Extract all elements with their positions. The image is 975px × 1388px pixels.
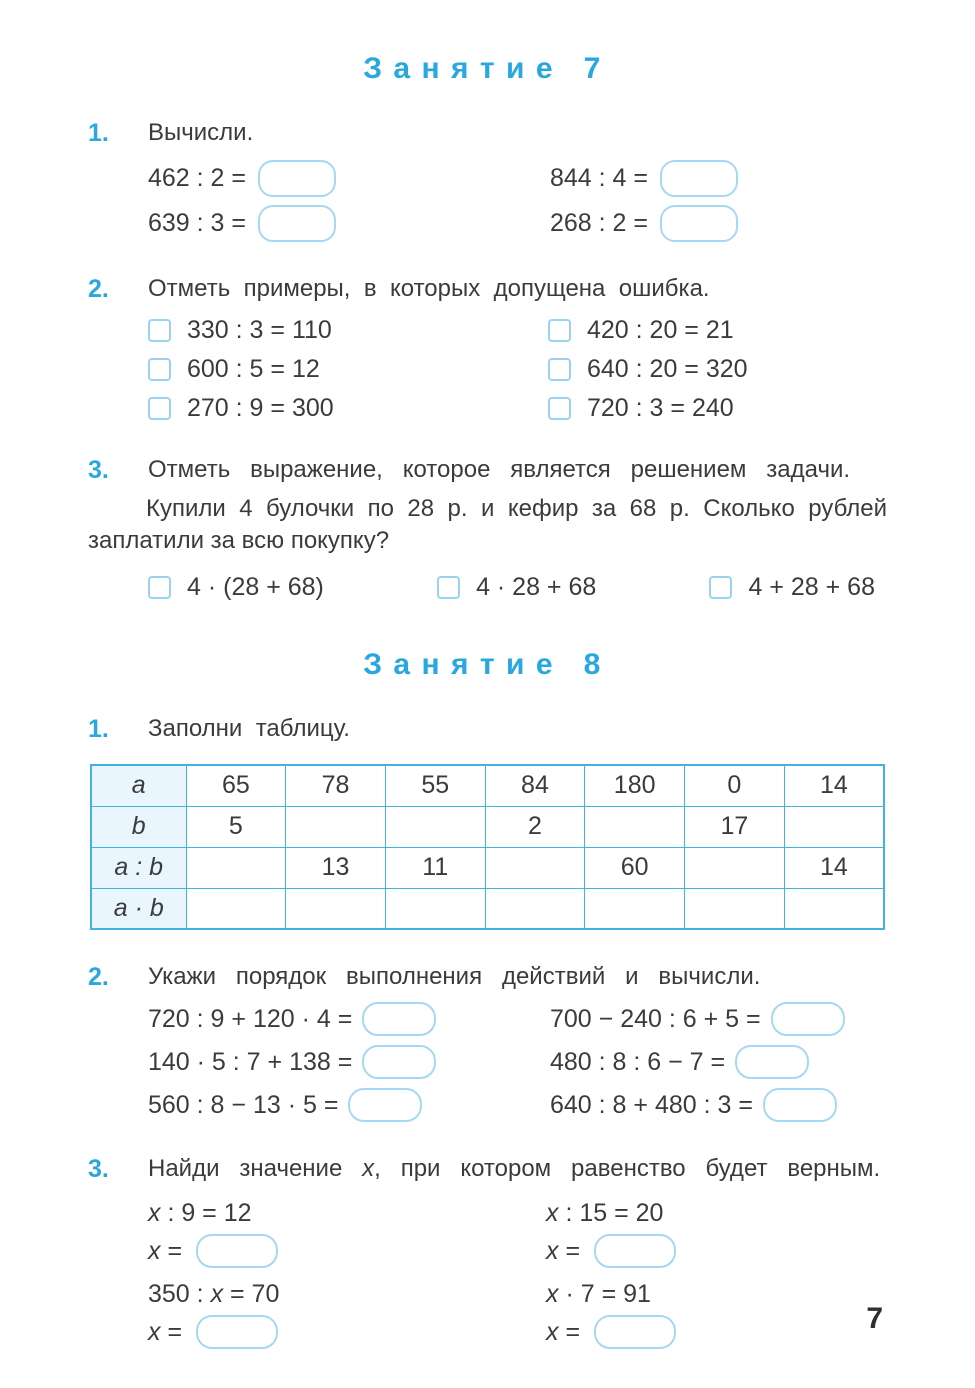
table-cell: 11: [385, 847, 485, 888]
answer-label: x =: [546, 1237, 581, 1265]
option-label: 420 : 20 = 21: [587, 316, 734, 344]
problem-item: [550, 1088, 887, 1122]
option-label: 600 : 5 = 12: [187, 355, 320, 383]
expression: 268 : 2 =: [550, 209, 648, 237]
row-header: a : b: [91, 847, 186, 888]
row-header: b: [91, 806, 186, 847]
row-header: a · b: [91, 888, 186, 929]
lesson8-exercise-2: [0, 962, 975, 1122]
expression: 720 : 9 + 120 · 4 =: [148, 1004, 353, 1033]
table-cell: 60: [585, 847, 685, 888]
problem-item: [148, 1045, 550, 1079]
problem-item: [148, 205, 550, 242]
table-row-a: [91, 765, 884, 806]
answer-box[interactable]: [348, 1088, 422, 1122]
answer-line: [148, 1232, 546, 1270]
option-label: 720 : 3 = 240: [587, 394, 734, 422]
expression: 462 : 2 =: [148, 164, 246, 192]
answer-label: x =: [148, 1318, 183, 1346]
equation: x : 9 = 12: [148, 1199, 252, 1227]
option-label: 4 · (28 + 68): [187, 573, 324, 601]
table-cell: 78: [286, 765, 386, 806]
checkbox[interactable]: [709, 576, 732, 599]
option-item: [548, 394, 887, 423]
table-row-b: [91, 806, 884, 847]
table-cell: 0: [685, 765, 785, 806]
table-cell: 180: [585, 765, 685, 806]
table-row-a-div-b: [91, 847, 884, 888]
checkbox[interactable]: [437, 576, 460, 599]
exercise-number: 3.: [88, 456, 109, 484]
table-cell: 2: [485, 806, 585, 847]
equation: x : 15 = 20: [546, 1199, 664, 1227]
exercise-number: 3.: [88, 1155, 109, 1183]
problem-item: [148, 1002, 550, 1036]
answer-label: x =: [148, 1237, 183, 1265]
option-label: 330 : 3 = 110: [187, 316, 332, 344]
answer-box[interactable]: [771, 1002, 845, 1036]
order-of-operations-problems: [148, 1002, 887, 1122]
answer-box[interactable]: [735, 1045, 809, 1079]
table-cell-empty[interactable]: [485, 888, 585, 929]
division-problems: [148, 160, 887, 242]
table-cell-empty[interactable]: [585, 806, 685, 847]
checkbox[interactable]: [148, 319, 171, 342]
answer-line: [546, 1232, 887, 1270]
answer-box[interactable]: [362, 1002, 436, 1036]
page-number: 7: [866, 1302, 883, 1335]
lesson8-exercise-3: [0, 1154, 975, 1359]
answer-box[interactable]: [763, 1088, 837, 1122]
equation-column-right: [546, 1194, 887, 1359]
problem-item: [148, 160, 550, 197]
expression: 844 : 4 =: [550, 164, 648, 192]
table-cell-empty[interactable]: [186, 888, 286, 929]
answer-box[interactable]: [362, 1045, 436, 1079]
expression: 639 : 3 =: [148, 209, 246, 237]
fill-table: [90, 764, 885, 930]
expression: 140 · 5 : 7 + 138 =: [148, 1047, 353, 1076]
checkbox[interactable]: [548, 397, 571, 420]
equation-columns: [148, 1194, 887, 1359]
exercise-prompt: Укажи порядок выполнения действий и вычисли.: [148, 963, 761, 990]
option-item: [548, 316, 887, 345]
expression: 480 : 8 : 6 − 7 =: [550, 1047, 726, 1076]
option-item: [437, 573, 596, 602]
table-cell: 17: [685, 806, 785, 847]
answer-box[interactable]: [258, 205, 336, 242]
lesson7-exercise-3: [0, 455, 975, 602]
option-item: [148, 355, 548, 384]
table-cell-empty[interactable]: [685, 847, 785, 888]
lesson7-exercise-2: [0, 274, 975, 423]
exercise-number: 2.: [88, 963, 109, 991]
exercise-number: 2.: [88, 275, 109, 303]
table-cell-empty[interactable]: [784, 888, 884, 929]
table-cell: 55: [385, 765, 485, 806]
exercise-number: 1.: [88, 119, 109, 147]
equation-column-left: [148, 1194, 546, 1359]
table-cell-empty[interactable]: [385, 888, 485, 929]
exercise-number: 1.: [88, 715, 109, 743]
option-item: [548, 355, 887, 384]
table-cell-empty[interactable]: [385, 806, 485, 847]
exercise-prompt: Отметь выражение, которое является решением задачи.: [148, 456, 851, 483]
checkbox[interactable]: [148, 397, 171, 420]
answer-box[interactable]: [594, 1315, 676, 1349]
option-item: [709, 573, 875, 602]
lesson7-exercise-1: [0, 118, 975, 242]
option-item: [148, 573, 324, 602]
problem-item: [550, 205, 887, 242]
option-label: 270 : 9 = 300: [187, 394, 334, 422]
answer-box[interactable]: [660, 160, 738, 197]
option-label: 4 + 28 + 68: [748, 573, 875, 601]
table-cell-empty[interactable]: [286, 888, 386, 929]
word-problem-text: Купили 4 булочки по 28 р. и кефир за 68 р. Сколько рублей заплатили за всю покупку?: [88, 495, 887, 554]
table-cell: 5: [186, 806, 286, 847]
row-header: a: [91, 765, 186, 806]
expression: 560 : 8 − 13 · 5 =: [148, 1090, 339, 1119]
table-cell-empty[interactable]: [286, 806, 386, 847]
expression-options: [148, 573, 875, 602]
answer-box[interactable]: [258, 160, 336, 197]
checkbox[interactable]: [148, 576, 171, 599]
checkbox-options: [148, 316, 887, 423]
checkbox[interactable]: [148, 358, 171, 381]
expression: 700 − 240 : 6 + 5 =: [550, 1004, 761, 1033]
table-cell: 65: [186, 765, 286, 806]
option-label: 4 · 28 + 68: [476, 573, 597, 601]
exercise-prompt: Заполни таблицу.: [148, 715, 350, 742]
exercise-prompt: Найди значение x, при котором равенство будет верным.: [148, 1155, 881, 1182]
problem-item: [550, 160, 887, 197]
problem-item: [550, 1045, 887, 1079]
table-cell-empty[interactable]: [685, 888, 785, 929]
table-cell: 14: [784, 765, 884, 806]
lesson-8-title: Занятие 8: [363, 648, 612, 681]
option-label: 640 : 20 = 320: [587, 355, 748, 383]
equation: 350 : x = 70: [148, 1280, 280, 1308]
table-cell-empty[interactable]: [186, 847, 286, 888]
problem-item: [550, 1002, 887, 1036]
answer-box[interactable]: [594, 1234, 676, 1268]
table-cell-empty[interactable]: [784, 806, 884, 847]
table-cell-empty[interactable]: [585, 888, 685, 929]
answer-box[interactable]: [196, 1234, 278, 1268]
answer-line: [546, 1313, 887, 1351]
answer-box[interactable]: [660, 205, 738, 242]
expression: 640 : 8 + 480 : 3 =: [550, 1090, 753, 1119]
table-row-a-mul-b: [91, 888, 884, 929]
table-cell: 13: [286, 847, 386, 888]
checkbox[interactable]: [548, 319, 571, 342]
problem-item: [148, 1088, 550, 1122]
lesson-7-title: Занятие 7: [363, 52, 612, 85]
answer-line: [148, 1313, 546, 1351]
exercise-prompt: Отметь примеры, в которых допущена ошибка.: [148, 275, 710, 302]
option-item: [148, 316, 548, 345]
equation: x · 7 = 91: [546, 1280, 651, 1308]
answer-label: x =: [546, 1318, 581, 1346]
answer-box[interactable]: [196, 1315, 278, 1349]
checkbox[interactable]: [548, 358, 571, 381]
lesson8-exercise-1: [0, 714, 975, 930]
exercise-prompt: Вычисли.: [148, 119, 254, 146]
table-cell: 14: [784, 847, 884, 888]
table-cell-empty[interactable]: [485, 847, 585, 888]
option-item: [148, 394, 548, 423]
table-cell: 84: [485, 765, 585, 806]
